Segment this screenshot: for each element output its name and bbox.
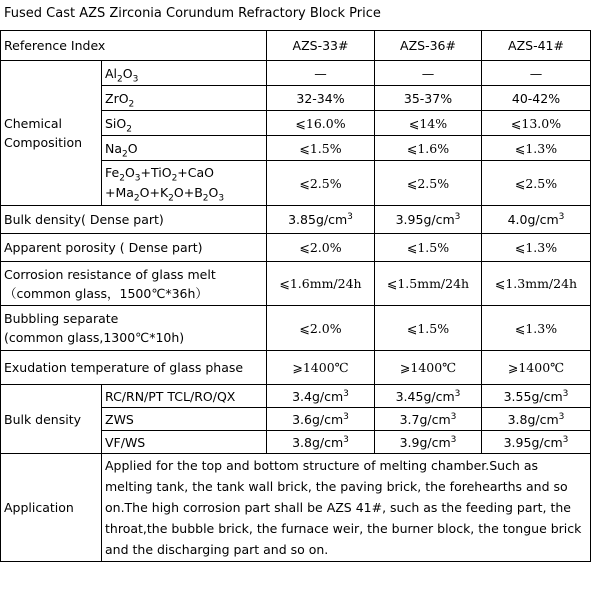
chem-value: ⩽13.0%: [482, 111, 591, 136]
application-row: [1, 454, 591, 562]
grade-header: AZS-41#: [482, 31, 591, 61]
density-value: $3.7g/cm^3$: [375, 408, 482, 431]
product-name: VF/WS: [102, 431, 267, 454]
chem-name: SiO$_2$: [102, 111, 267, 136]
chem-value: ⩽1.5%: [267, 136, 375, 161]
bubbling-value: ⩽2.0%: [267, 306, 375, 351]
exudation-value: ⩾1400℃: [375, 351, 482, 385]
chem-name: $Fe_2O_3+TiO_2+CaO$ $+Ma_2O+K_2O+B_2O_3$: [102, 161, 267, 206]
density-value: $3.8g/cm^3$: [267, 431, 375, 454]
corrosion-row: [1, 262, 591, 306]
density-value: $3.45g/cm^3$: [375, 385, 482, 408]
product-name: RC/RN/PT TCL/RO/QX: [102, 385, 267, 408]
density-value: $4.0g/cm^3$: [482, 206, 591, 234]
grade-header: AZS-33#: [267, 31, 375, 61]
apparent-porosity-row: [1, 234, 591, 262]
application-label: Application: [1, 454, 102, 562]
bulk-density-label: Bulk density: [1, 385, 102, 454]
porosity-value: ⩽1.5%: [375, 234, 482, 262]
chem-value: 32-34%: [267, 86, 375, 111]
density-value: $3.6g/cm^3$: [267, 408, 375, 431]
corrosion-value: ⩽1.3mm/24h: [482, 262, 591, 306]
chem-name: $Na_2O$: [102, 136, 267, 161]
bubbling-value: ⩽1.5%: [375, 306, 482, 351]
spec-table: [0, 30, 591, 562]
reference-index-header: Reference Index: [1, 31, 267, 61]
exudation-value: ⩾1400℃: [482, 351, 591, 385]
row-label: Bubbling separate (common glass,1300℃*10h): [1, 306, 267, 351]
chem-value: ⩽2.5%: [375, 161, 482, 206]
chem-name: $Al_2O_3$: [102, 61, 267, 86]
bulk-density-row: [1, 385, 591, 408]
header-row: [1, 31, 591, 61]
chem-value: —: [267, 61, 375, 86]
chem-value: ⩽1.3%: [482, 136, 591, 161]
density-value: $3.85g/cm^3$: [267, 206, 375, 234]
exudation-row: [1, 351, 591, 385]
chem-value: 40-42%: [482, 86, 591, 111]
chem-value: ⩽1.6%: [375, 136, 482, 161]
exudation-value: ⩾1400℃: [267, 351, 375, 385]
chem-value: ⩽2.5%: [267, 161, 375, 206]
chem-value: ⩽16.0%: [267, 111, 375, 136]
chem-value: ⩽2.5%: [482, 161, 591, 206]
density-value: $3.95g/cm^3$: [375, 206, 482, 234]
row-label: Apparent porosity ( Dense part): [1, 234, 267, 262]
corrosion-value: ⩽1.5mm/24h: [375, 262, 482, 306]
density-value: $3.8g/cm^3$: [482, 408, 591, 431]
porosity-value: ⩽1.3%: [482, 234, 591, 262]
row-label: Exudation temperature of glass phase: [1, 351, 267, 385]
density-value: $3.9g/cm^3$: [375, 431, 482, 454]
chemical-composition-label: Chemical Composition: [1, 61, 102, 206]
chem-row-al2o3: [1, 61, 591, 86]
product-name: ZWS: [102, 408, 267, 431]
bulk-density-dense-row: [1, 206, 591, 234]
row-label: Bulk density( Dense part): [1, 206, 267, 234]
density-value: $3.4g/cm^3$: [267, 385, 375, 408]
grade-header: AZS-36#: [375, 31, 482, 61]
chem-name: ZrO$_2$: [102, 86, 267, 111]
page-title: Fused Cast AZS Zirconia Corundum Refractory Block Price: [4, 6, 381, 21]
density-value: $3.95g/cm^3$: [482, 431, 591, 454]
bubbling-row: [1, 306, 591, 351]
chem-value: ⩽14%: [375, 111, 482, 136]
density-value: $3.55g/cm^3$: [482, 385, 591, 408]
chem-value: —: [375, 61, 482, 86]
chem-value: 35-37%: [375, 86, 482, 111]
porosity-value: ⩽2.0%: [267, 234, 375, 262]
corrosion-value: ⩽1.6mm/24h: [267, 262, 375, 306]
chem-value: —: [482, 61, 591, 86]
bubbling-value: ⩽1.3%: [482, 306, 591, 351]
application-text: Applied for the top and bottom structure of melting chamber.Such as melting tank, the tank wall brick, the paving brick, the forehearths and so on.The high corrosion part shall be AZS 41#, such as the feeding part, the throat,the bubble brick, the furnace weir, the burner block, the tongue brick and the discharging part and so on.: [102, 454, 591, 562]
row-label: Corrosion resistance of glass melt （common glass，1500℃*36h）: [1, 262, 267, 306]
